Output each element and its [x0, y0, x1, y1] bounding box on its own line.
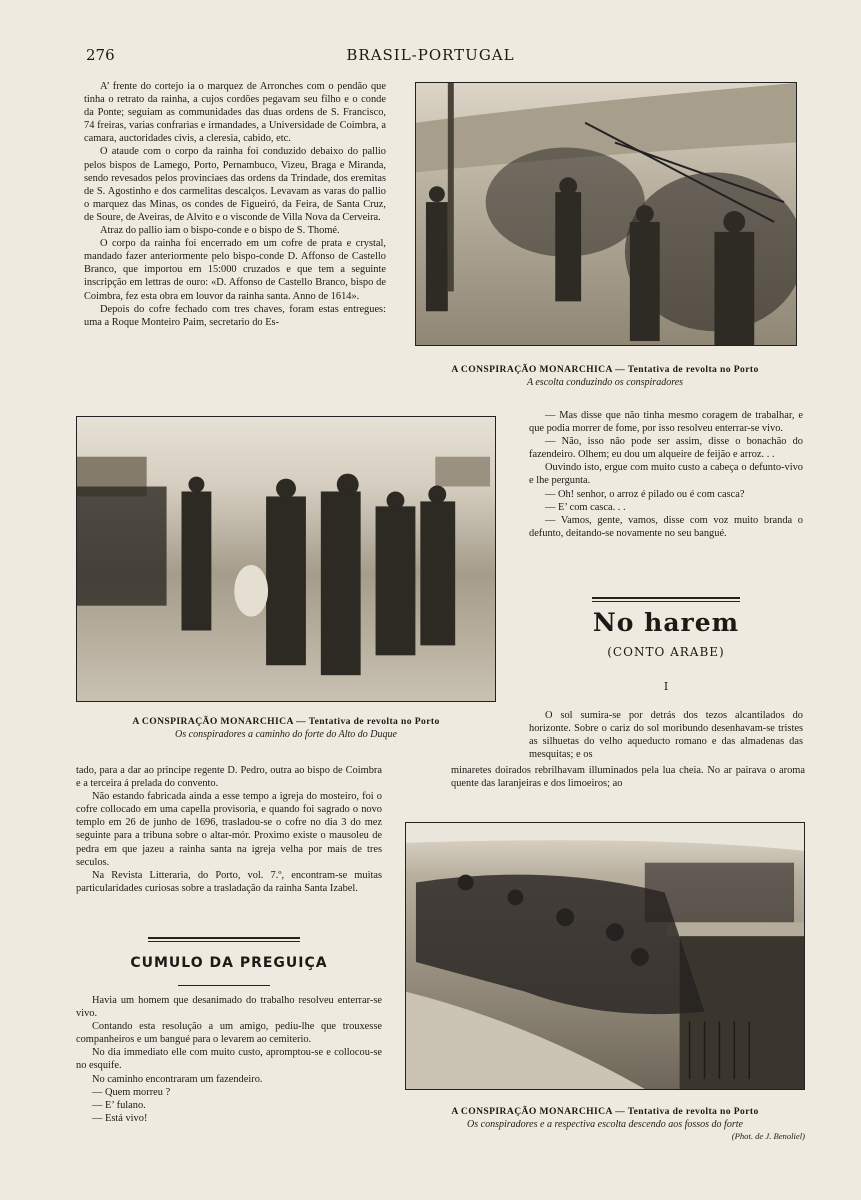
paragraph: Depois do cofre fechado com tres chaves, foram estas entregues: uma a Roque Monteiro Paim, secretario do Es-	[84, 303, 386, 328]
photo-escort	[415, 82, 797, 346]
text-col-left-mid	[76, 764, 382, 895]
story-subtitle-harem: (CONTO ARABE)	[607, 645, 725, 659]
caption-title: A CONSPIRAÇÃO MONARCHICA — Tentativa de revolta no Porto	[451, 364, 759, 375]
photo-credit: (Phot. de J. Benoliel)	[731, 1131, 805, 1141]
section-number: I	[663, 680, 669, 693]
paragraph: — E’ fulano.	[92, 1099, 146, 1111]
paragraph: Atraz do pallio iam o bispo-conde e o bispo de S. Thomé.	[100, 225, 340, 237]
paragraph: — Vamos, gente, vamos, disse com voz muito branda o defunto, deitando-se novamente no seu bangué.	[529, 514, 803, 539]
caption-subtitle: Os conspiradores e a respectiva escolta descendo aos fossos do forte	[467, 1119, 743, 1130]
paragraph: Contando esta resolução a um amigo, pediu-lhe que trouxesse companheiros e um bangué para o levarem ao cemiterio.	[76, 1021, 382, 1046]
paragraph: No dia immediato elle com muito custo, apromptou-se e collocou-se no esquife.	[76, 1047, 382, 1072]
paragraph: — Quem morreu ?	[92, 1086, 171, 1098]
story-title-cumulo: CUMULO DA PREGUIÇA	[130, 955, 328, 971]
paragraph: minaretes doirados rebrilhavam illuminados pela lua cheia. No ar pairava o aroma quente das laranjeiras e dos limoeiros; ao	[451, 765, 805, 790]
paragraph: O ataude com o corpo da rainha foi conduzido debaixo do pallio pelos bispos de Lamego, Porto, Pernambuco, Vizeu, Braga e Miranda, sendo revesados pelos provinciaes das ordens da Trindade, dos eremitas de S. Agostinho e dos carmelitas descalços. Levavam as varas do pallio o marquez das Minas, os condes de Figueiró, da Feira, de Santa Cruz, de Soure, de Aveiras, de Alvito e o visconde de Villa Nova da Cerveira.	[84, 146, 386, 223]
page-number: 276	[86, 46, 115, 64]
paragraph: — Mas disse que não tinha mesmo coragem de trabalhar, e que podia morrer de fome, por isso resolveu enterrar-se vivo.	[529, 410, 803, 435]
text-col-left-top	[84, 80, 386, 329]
divider-rule	[148, 937, 300, 942]
caption-subtitle: Os conspiradores a caminho do forte do Alto do Duque	[175, 729, 397, 740]
photo-on-the-way-image	[77, 417, 495, 701]
paragraph: Havia um homem que desanimado do trabalho resolveu enterrar-se vivo.	[76, 995, 382, 1020]
paragraph: — Oh! senhor, o arroz é pilado ou é com casca?	[545, 488, 745, 500]
paragraph: Na Revista Litteraria, do Porto, vol. 7.º, encontram-se muitas particularidades curiosas sobre a trasladação da rainha Santa Izabel.	[76, 869, 382, 894]
caption-title: A CONSPIRAÇÃO MONARCHICA — Tentativa de revolta no Porto	[451, 1106, 759, 1117]
caption-photo-escort	[405, 364, 805, 388]
paragraph: A’ frente do cortejo ia o marquez de Arronches com o pendão que tinha o retrato da rainha, a cujos cordões pegavam seu filho e o conde da Ponte; seguiam as communidades das duas ordens de S. Francisco, 74 freiras, varias confrarias e irmandades, a Universidade de Coimbra, a camara, auctoridades civis, a cleresia, cabido, etc.	[84, 81, 386, 145]
paragraph: — E’ com casca. . .	[545, 501, 626, 513]
divider-rule	[592, 597, 740, 602]
photo-on-the-way	[76, 416, 496, 702]
paragraph: O corpo da rainha foi encerrado em um cofre de prata e crystal, mandado fazer anteriormente pelo bispo-conde D. Affonso de Castello Branco, que importou em 15:000 cruzados e que tem a seguinte inscripção em lettras de ouro: «D. Affonso de Castello Branco, bispo de Coimbra, fez esta obra em louvor da rainha santa. Anno de 1614».	[84, 238, 386, 302]
paragraph: tado, para a dar ao principe regente D. Pedro, outra ao bispo de Coimbra e a terceira á prelada do convento.	[76, 765, 382, 790]
paragraph: Não estando fabricada ainda a esse tempo a igreja do mosteiro, foi o cofre collocado em uma capella provisoria, e quando foi sagrado o novo templo em 26 de junho de 1696, trasladou-se o cofre no dia 3 do mez seguinte para a tribuna sobre o altar-mór. Proximo existe o mausoleu de pedra em que jazeu a rainha santa na igreja velha por mais de tres seculos.	[76, 791, 382, 868]
caption-photo-on-the-way	[76, 716, 496, 740]
paragraph: No caminho encontraram um fazendeiro.	[92, 1073, 263, 1085]
text-harem-p2	[451, 764, 805, 790]
photo-escort-image	[416, 83, 796, 345]
paragraph: — Está vivo!	[92, 1112, 148, 1124]
photo-moat	[405, 822, 805, 1090]
paragraph: O sol sumira-se por detrás dos tezos alcantilados do horizonte. Sobre o cariz do sol moribundo desenhavam-se tristes as silhuetas do velho aqueducto romano e das almadenas das mesquitas; e os	[529, 710, 803, 761]
page-title: BRASIL-PORTUGAL	[346, 46, 515, 64]
paragraph: — Não, isso não pode ser assim, disse o bonachão do fazendeiro. Olhem; eu dou um alqueire de feijão e arroz. . .	[529, 436, 803, 461]
text-cumulo	[76, 994, 382, 1125]
caption-title: A CONSPIRAÇÃO MONARCHICA — Tentativa de revolta no Porto	[132, 716, 440, 727]
paragraph: Ouvindo isto, ergue com muito custo a cabeça o defunto-vivo e lhe pergunta.	[529, 462, 803, 487]
story-title-harem: No harem	[592, 608, 740, 637]
divider-rule	[178, 985, 270, 986]
text-col-right-mid	[529, 409, 803, 540]
caption-subtitle: A escolta conduzindo os conspiradores	[526, 377, 684, 388]
photo-moat-image	[406, 823, 804, 1089]
text-harem-p1	[529, 709, 803, 761]
caption-photo-moat	[405, 1106, 805, 1141]
